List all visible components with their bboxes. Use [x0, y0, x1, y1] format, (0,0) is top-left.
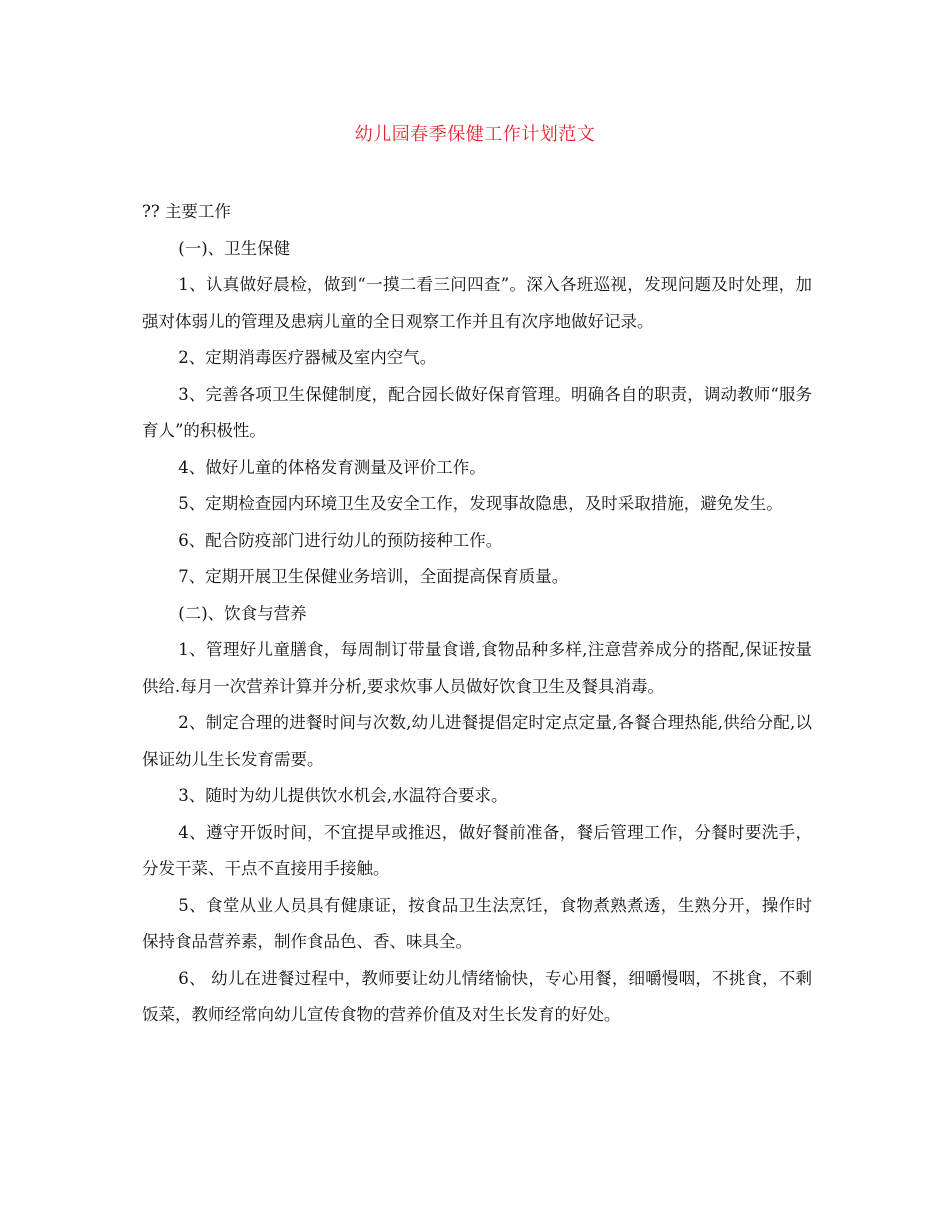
document-body: [142, 194, 812, 1034]
paragraph: 1、管理好儿童膳食，每周制订带量食谱,食物品种多样,注意营养成分的搭配,保证按量供给.每月一次营养计算并分析,要求炊事人员做好饮食卫生及餐具消毒。: [142, 640, 812, 696]
paragraph: 5、食堂从业人员具有健康证，按食品卫生法烹饪，食物煮熟煮透，生熟分开，操作时保持食品营养素，制作食品色、香、味具全。: [142, 895, 812, 951]
paragraph: 3、完善各项卫生保健制度，配合园长做好保育管理。明确各自的职责，调动教师“服务育人”的积极性。: [142, 384, 812, 440]
document-title: 幼儿园春季保健工作计划范文: [354, 124, 596, 145]
paragraph: 1、认真做好晨检，做到“一摸二看三问四查”。深入各班巡视，发现问题及时处理，加强对体弱儿的管理及患病儿童的全日观察工作并且有次序地做好记录。: [142, 275, 812, 331]
paragraph: 4、遵守开饭时间，不宜提早或推迟，做好餐前准备，餐后管理工作，分餐时要洗手，分发干菜、干点不直接用手接触。: [142, 822, 812, 878]
paragraph: 2、制定合理的进餐时间与次数,幼儿进餐提倡定时定点定量,各餐合理热能,供给分配,以保证幼儿生长发育需要。: [142, 713, 812, 769]
paragraph: 6、 幼儿在进餐过程中，教师要让幼儿情绪愉快，专心用餐，细嚼慢咽，不挑食，不剩饭菜，教师经常向幼儿宣传食物的营养价值及对生长发育的好处。: [142, 968, 812, 1024]
paragraph: 5、定期检查园内环境卫生及安全工作，发现事故隐患，及时采取措施，避免发生。: [178, 494, 783, 513]
paragraph: 7、定期开展卫生保健业务培训，全面提高保育质量。: [178, 567, 569, 586]
paragraph: 3、随时为幼儿提供饮水机会,水温符合要求。: [178, 786, 508, 805]
section-heading: ?? 主要工作: [142, 202, 231, 221]
paragraph: 6、配合防疫部门进行幼儿的预防接种工作。: [178, 530, 503, 550]
paragraph: (二)、饮食与营养: [178, 603, 307, 623]
paragraph: (一)、卫生保健: [178, 238, 291, 258]
paragraph: 2、定期消毒医疗器械及室内空气。: [178, 348, 437, 367]
paragraph: 4、做好儿童的体格发育测量及评价工作。: [178, 457, 486, 477]
